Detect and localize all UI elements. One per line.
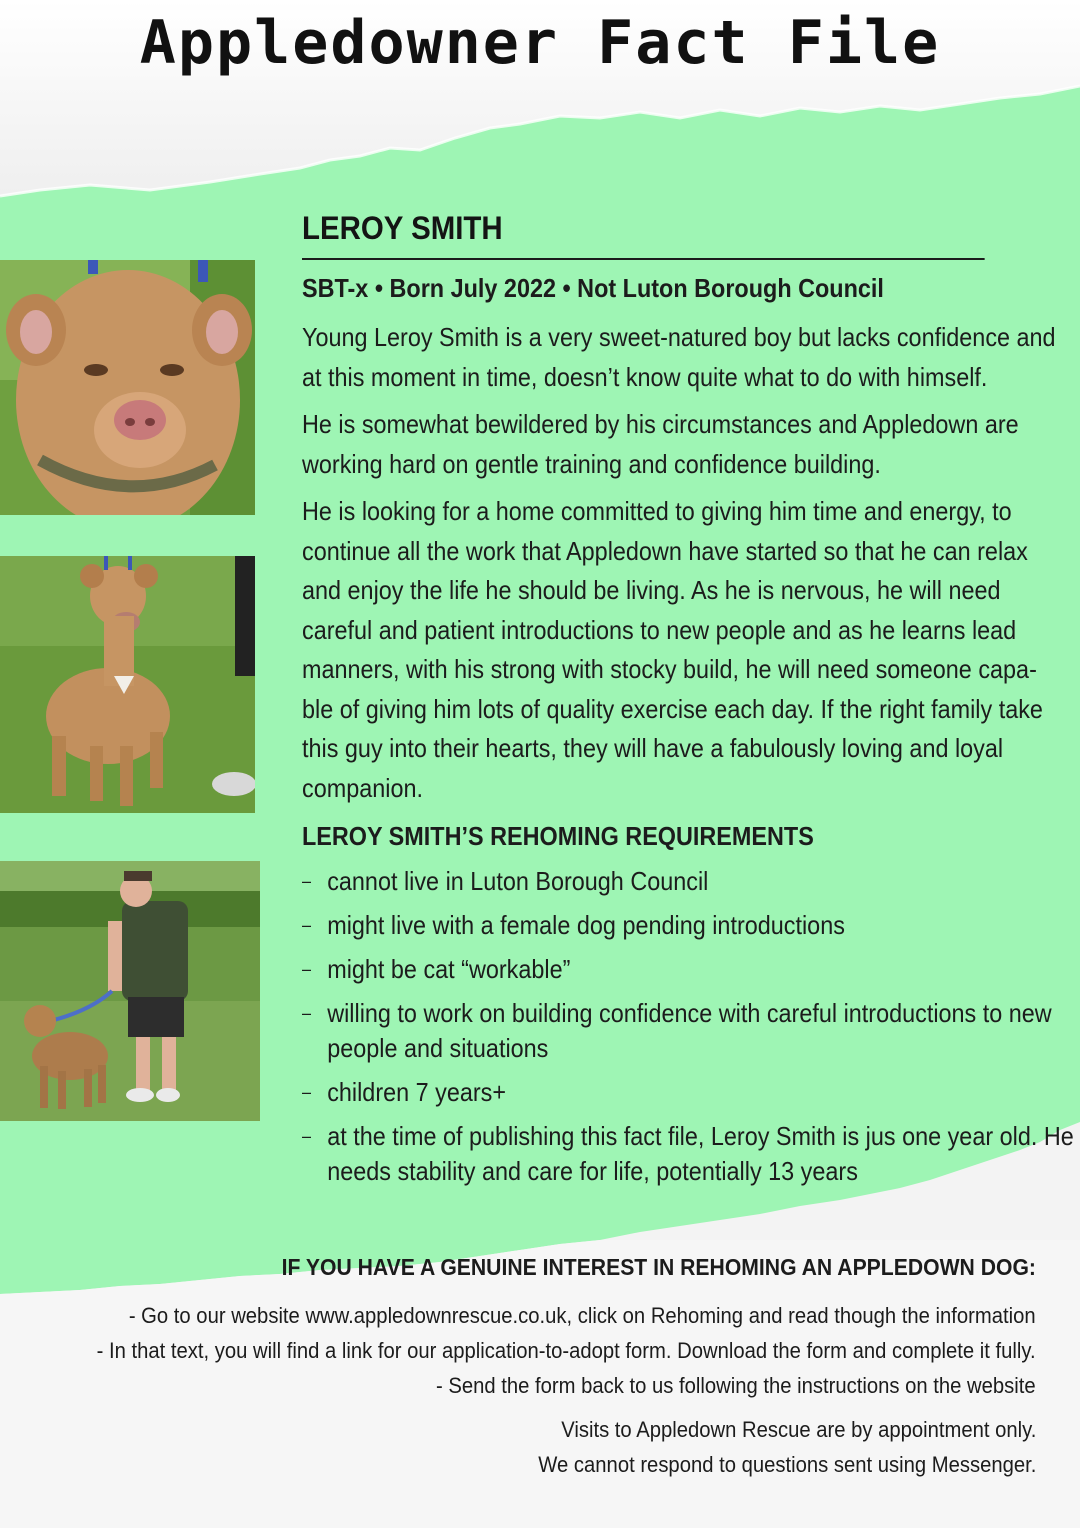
requirement-item xyxy=(302,996,1080,1066)
description-paragraph: Young Leroy Smith is a very sweet-natured boy but lacks confidence and at this moment in time, doesn’t know quite what to do with himself. xyxy=(302,322,1056,392)
requirement-item xyxy=(302,952,1080,987)
rehoming-step: - Send the form back to us following the instructions on the website xyxy=(436,1373,1036,1398)
rehoming-interest-heading: IF YOU HAVE A GENUINE INTEREST IN REHOMING AN APPLEDOWN DOG: xyxy=(281,1254,1036,1280)
requirement-item xyxy=(302,1075,1080,1110)
requirement-text: willing to work on building confidence with careful introductions to new people and situations xyxy=(327,998,1052,1063)
rehoming-steps xyxy=(97,1298,1036,1403)
description-paragraph: He is looking for a home committed to giving him time and energy, to continue all the work that Appledown have started so that he can relax and enjoy the life he should be living. As he is nervous, he will need careful and patient introductions to new people and as he learns lead manners, with his strong with stocky build, he will need someone capa-ble of giving him lots of quality exercise each day. If the right family take this guy into their hearts, they will have a fabulously loving and loyal companion. xyxy=(302,496,1043,803)
description-paragraph: He is somewhat bewildered by his circumstances and Appledown are working hard on gentle training and confidence building. xyxy=(302,409,1019,479)
footer-notes xyxy=(538,1412,1036,1482)
bullet-dash: – xyxy=(302,1003,312,1023)
requirement-text: at the time of publishing this fact file, Leroy Smith is jus one year old. He needs stability and care for life, potentially 13 years xyxy=(327,1121,1074,1186)
footer-note: We cannot respond to questions sent using Messenger. xyxy=(537,1452,1036,1477)
rehoming-step: - In that text, you will find a link for our application-to-adopt form. Download the form and complete it fully. xyxy=(97,1338,1036,1363)
bullet-dash: – xyxy=(302,1082,312,1102)
requirement-text: cannot live in Luton Borough Council xyxy=(327,866,709,896)
footer-note: Visits to Appledown Rescue are by appointment only. xyxy=(560,1417,1036,1442)
dog-meta-line: SBT-x • Born July 2022 • Not Luton Borough Council xyxy=(302,273,884,303)
bullet-dash: – xyxy=(302,915,312,935)
dog-standing-photo xyxy=(0,556,255,813)
requirement-item xyxy=(302,864,1080,899)
requirement-item xyxy=(302,908,1080,943)
requirement-text: children 7 years+ xyxy=(327,1077,507,1107)
requirements-heading: LEROY SMITH’S REHOMING REQUIREMENTS xyxy=(302,821,814,851)
dog-name-heading: LEROY SMITH xyxy=(302,206,985,260)
requirement-text: might be cat “workable” xyxy=(327,954,571,984)
requirement-item xyxy=(302,1119,1080,1189)
requirement-text: might live with a female dog pending introductions xyxy=(327,910,845,940)
rehoming-step: - Go to our website www.appledownrescue.co.uk, click on Rehoming and read though the information xyxy=(129,1303,1036,1328)
fact-file-content xyxy=(302,206,1074,1198)
dog-headshot-photo xyxy=(0,260,255,515)
requirements-list xyxy=(302,864,1074,1189)
bullet-dash: – xyxy=(302,1126,312,1146)
dog-with-handler-photo xyxy=(0,861,260,1121)
bullet-dash: – xyxy=(302,959,312,979)
bullet-dash: – xyxy=(302,871,312,891)
page-title: Appledowner Fact File xyxy=(139,8,941,78)
